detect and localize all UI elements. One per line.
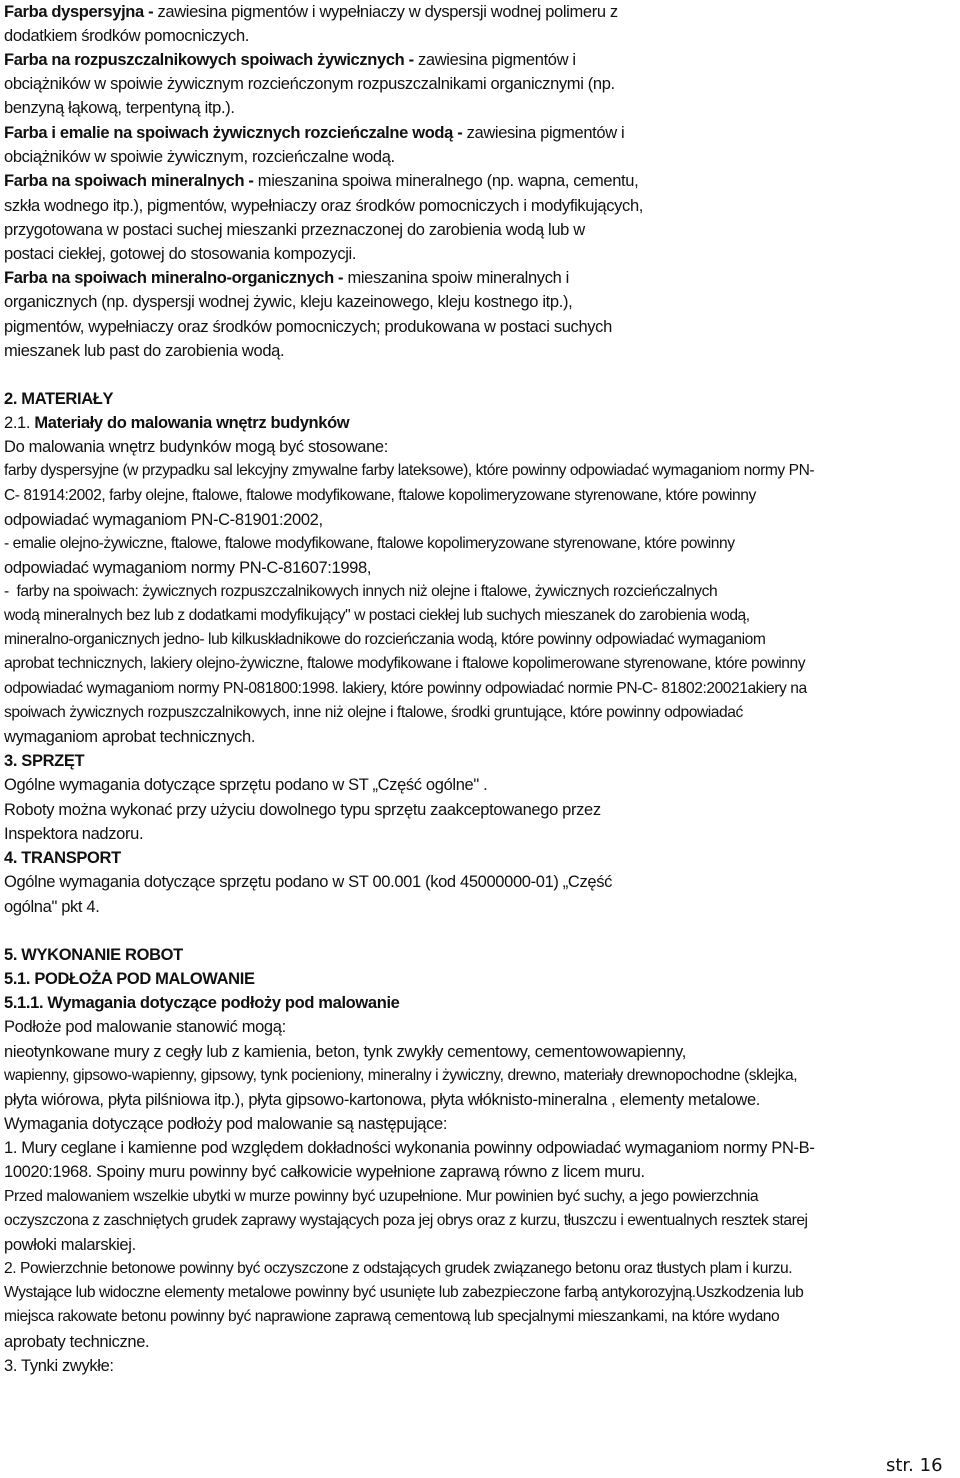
definition-line: Farba na spoiwach mineralno-organicznych - mieszanina spoiw mineralnych i — [4, 269, 569, 287]
text-line: benzyną łąkową, terpentyną itp.). — [4, 99, 235, 117]
definition-line: Farba dyspersyjna - zawiesina pigmentów i wypełniaczy w dyspersji wodnej polimeru z — [4, 3, 618, 21]
text-line: Przed malowaniem wszelkie ubytki w murze powinny być uzupełnione. Mur powinien być suchy, a jego powierzchnia — [4, 1188, 759, 1205]
text-line: organicznych (np. dyspersji wodnej żywic, kleju kazeinowego, kleju kostnego itp.), — [4, 293, 573, 311]
text-line: 3. Tynki zwykłe: — [4, 1357, 114, 1375]
definition-term: Farba dyspersyjna - — [4, 3, 154, 21]
text-line: nieotynkowane mury z cegły lub z kamienia, beton, tynk zwykły cementowy, cementowowapienny, — [4, 1043, 686, 1061]
text-line: wodą mineralnych bez lub z dodatkami modyfikujący" w postaci ciekłej lub suchych mieszanek do zarobienia wodą, — [4, 607, 750, 624]
subsection-heading: 5.1. PODŁOŻA POD MALOWANIE — [4, 970, 255, 988]
text-line: Inspektora nadzoru. — [4, 825, 144, 843]
text-line: płyta wiórowa, płyta pilśniowa itp.), płyta gipsowo-kartonowa, płyta włóknisto-mineralna , elementy metalowe. — [4, 1091, 761, 1109]
text-line: 2. Powierzchnie betonowe powinny być oczyszczone z odstających grudek związanego betonu oraz tłustych plam i kurzu. — [4, 1260, 793, 1277]
text-line: - emalie olejno-żywiczne, ftalowe, ftalowe modyfikowane, ftalowe kopolimeryzowane styrenowane, które powinny — [4, 535, 735, 552]
text-line: odpowiadać wymaganiom normy PN-C-81607:1998, — [4, 559, 372, 577]
text-line: odpowiadać wymaganiom PN-C-81901:2002, — [4, 511, 323, 529]
subsection-heading: 2.1. Materiały do malowania wnętrz budynków — [4, 414, 350, 432]
text-line: Roboty można wykonać przy użyciu dowolnego typu sprzętu zaakceptowanego przez — [4, 801, 601, 819]
text-line: Wystające lub widoczne elementy metalowe powinny być usunięte lub zabezpieczone farbą antykorozyjną.Uszkodzenia lub — [4, 1284, 804, 1301]
subsection-heading: 5.1.1. Wymagania dotyczące podłoży pod malowanie — [4, 994, 400, 1012]
text-line: aprobat technicznych, lakiery olejno-żywiczne, ftalowe modyfikowane i ftalowe kopolimerowane styrenowane, które powinny — [4, 655, 806, 672]
definition-term: Farba na rozpuszczalnikowych spoiwach żywicznych - — [4, 51, 414, 69]
text-line: powłoki malarskiej. — [4, 1236, 136, 1254]
section-heading: 5. WYKONANIE ROBOT — [4, 946, 183, 964]
definition-line: Farba na spoiwach mineralnych - mieszanina spoiwa mineralnego (np. wapna, cementu, — [4, 172, 639, 190]
section-heading: 2. MATERIAŁY — [4, 390, 114, 408]
text-line: przygotowana w postaci suchej mieszanki przeznaczonej do zarobienia wodą lub w — [4, 221, 585, 239]
page-number: str. 16 — [886, 1455, 943, 1476]
text-line: 1. Mury ceglane i kamienne pod względem dokładności wykonania powinny odpowiadać wymaganiom normy PN-B- — [4, 1139, 815, 1157]
text-line: mineralno-organicznych jedno- lub kilkuskładnikowe do rozcieńczania wodą, które powinny odpowiadać wymaganiom — [4, 631, 766, 648]
text-line: miejsca rakowate betonu powinny być naprawione zaprawą cementową lub specjalnymi mieszankami, na które wydano — [4, 1308, 780, 1325]
text-line: obciążników w spoiwie żywicznym rozcieńczonym rozpuszczalnikami organicznymi (np. — [4, 75, 615, 93]
definition-term: Farba i emalie na spoiwach żywicznych rozcieńczalne wodą - — [4, 124, 463, 142]
text-line: Ogólne wymagania dotyczące sprzętu podano w ST 00.001 (kod 45000000-01) „Część — [4, 873, 613, 891]
text-line: wymaganiom aprobat technicznych. — [4, 728, 256, 746]
text-line: aprobaty techniczne. — [4, 1333, 150, 1351]
text-line: postaci ciekłej, gotowej do stosowania kompozycji. — [4, 245, 357, 263]
text-line: odpowiadać wymaganiom normy PN-081800:1998. lakiery, które powinny odpowiadać normie PN-C- 81802:20021akiery na — [4, 680, 807, 697]
text-line: Podłoże pod malowanie stanowić mogą: — [4, 1018, 286, 1036]
text-line: Ogólne wymagania dotyczące sprzętu podano w ST „Część ogólne" . — [4, 776, 488, 794]
text-line: C- 81914:2002, farby olejne, ftalowe, ftalowe modyfikowane, ftalowe kopolimeryzowane styrenowane, które powinny — [4, 487, 756, 504]
text-line: 10020:1968. Spoiny muru powinny być całkowicie wypełnione zaprawą równo z licem muru. — [4, 1163, 645, 1181]
definition-line: Farba i emalie na spoiwach żywicznych rozcieńczalne wodą - zawiesina pigmentów i — [4, 124, 625, 142]
text-line: mieszanek lub past do zarobienia wodą. — [4, 342, 285, 360]
text-line: Do malowania wnętrz budynków mogą być stosowane: — [4, 438, 388, 456]
text-line: oczyszczona z zaschniętych grudek zaprawy wystających poza jej obrys oraz z kurzu, tłuszczu i ewentualnych resztek starej — [4, 1212, 808, 1229]
text-line: dodatkiem środków pomocniczych. — [4, 27, 250, 45]
text-line: pigmentów, wypełniaczy oraz środków pomocniczych; produkowana w postaci suchych — [4, 318, 612, 336]
text-line: farby dyspersyjne (w przypadku sal lekcyjny zmywalne farby lateksowe), które powinny odpowiadać wymaganiom normy PN- — [4, 462, 815, 479]
text-line: - farby na spoiwach: żywicznych rozpuszczalnikowych innych niż olejne i ftalowe, żywicznych rozcieńczalnych — [4, 583, 718, 600]
definition-line: Farba na rozpuszczalnikowych spoiwach żywicznych - zawiesina pigmentów i — [4, 51, 576, 69]
definition-term: Farba na spoiwach mineralnych - — [4, 172, 254, 190]
text-line: Wymagania dotyczące podłoży pod malowanie są następujące: — [4, 1115, 448, 1133]
definition-term: Farba na spoiwach mineralno-organicznych - — [4, 269, 344, 287]
text-line: obciążników w spoiwie żywicznym, rozcieńczalne wodą. — [4, 148, 395, 166]
text-line: spoiwach żywicznych rozpuszczalnikowych, inne niż olejne i ftalowe, środki gruntujące, które powinny odpowiadać — [4, 704, 743, 721]
section-heading: 3. SPRZĘT — [4, 752, 85, 770]
section-heading: 4. TRANSPORT — [4, 849, 121, 867]
text-line: ogólna" pkt 4. — [4, 898, 100, 916]
text-line: szkła wodnego itp.), pigmentów, wypełniaczy oraz środków pomocniczych i modyfikujących, — [4, 197, 644, 215]
text-line: wapienny, gipsowo-wapienny, gipsowy, tynk pocieniony, mineralny i żywiczny, drewno, materiały drewnopochodne (sklejka, — [4, 1067, 798, 1084]
